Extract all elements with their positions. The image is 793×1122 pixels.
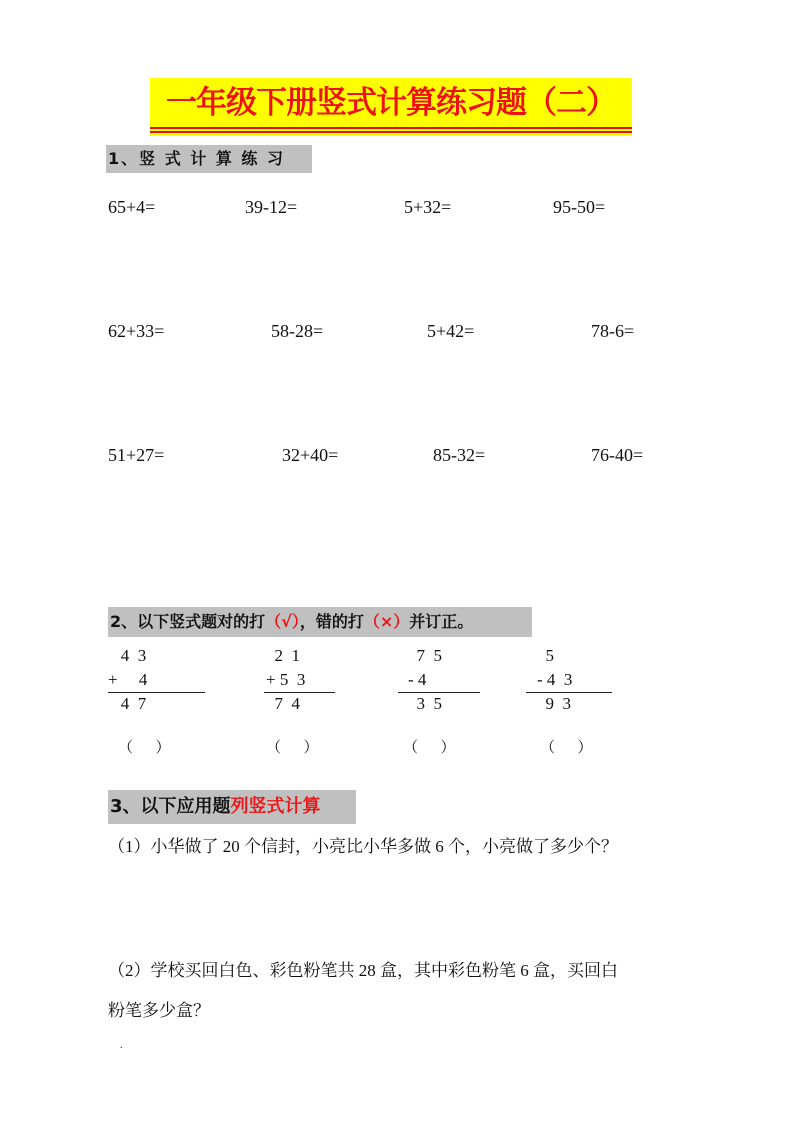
- heading-highlight: 列竖式计算: [230, 796, 321, 817]
- problem: 76-40=: [591, 445, 644, 465]
- problem: 58-28=: [271, 321, 324, 341]
- problem: 32+40=: [282, 445, 339, 465]
- section3-heading: [108, 790, 356, 824]
- title-underline: [150, 131, 632, 133]
- word-problem-2: （2）学校买回白色、彩色粉笔共 28 盒，其中彩色粉笔 6 盒，买回白: [108, 961, 618, 980]
- row: 2 1: [266, 646, 300, 665]
- check-mark: （√）: [265, 612, 300, 631]
- heading-text: ，错的打: [299, 612, 364, 631]
- problem: 95-50=: [553, 197, 606, 217]
- row: - 4: [408, 670, 427, 689]
- heading-text: 3、以下应用题: [110, 796, 231, 817]
- problem: 39-12=: [245, 197, 298, 217]
- row: 7 5: [408, 646, 442, 665]
- word-problem-2-cont: 粉笔多少盒？: [108, 1001, 210, 1020]
- sum-line: [108, 692, 205, 693]
- section1-heading: 1、竖 式 计 算 练 习: [106, 145, 312, 173]
- row: 3 5: [408, 694, 442, 713]
- heading-text: 2、以下竖式题对的打: [110, 612, 266, 631]
- problem: 5+42=: [427, 321, 475, 341]
- problem: 51+27=: [108, 445, 165, 465]
- row: 9 3: [537, 694, 571, 713]
- vertical-problem: [266, 644, 305, 716]
- problem: 78-6=: [591, 321, 635, 341]
- footer-dot: .: [120, 1040, 123, 1051]
- word-problem-1: （1）小华做了 20 个信封，小亮比小华多做 6 个，小亮做了多少个？: [108, 837, 618, 856]
- answer-paren[interactable]: （ ）: [540, 740, 593, 756]
- vertical-problem: [408, 644, 442, 716]
- problem: 85-32=: [433, 445, 486, 465]
- answer-paren[interactable]: （ ）: [266, 740, 319, 756]
- row: 7 4: [266, 694, 300, 713]
- sum-line: [264, 692, 335, 693]
- title-underline: [150, 127, 632, 129]
- sum-line: [398, 692, 480, 693]
- row: + 5 3: [266, 670, 306, 689]
- vertical-problem: [108, 644, 147, 716]
- heading-text: 并订正。: [409, 612, 474, 631]
- row: 5: [537, 646, 554, 665]
- section2-heading: [108, 607, 532, 637]
- problem: 62+33=: [108, 321, 165, 341]
- page-title: 一年级下册竖式计算练习题（二）: [166, 85, 616, 121]
- problem: 65+4=: [108, 197, 156, 217]
- answer-paren[interactable]: （ ）: [403, 740, 456, 756]
- problem: 5+32=: [404, 197, 452, 217]
- cross-mark: （×）: [363, 612, 410, 631]
- row: 4 3: [108, 646, 147, 665]
- row: + 4: [108, 670, 148, 689]
- row: 4 7: [108, 694, 147, 713]
- vertical-problem: [537, 644, 572, 716]
- sum-line: [526, 692, 612, 693]
- row: - 4 3: [537, 670, 573, 689]
- answer-paren[interactable]: （ ）: [118, 740, 171, 756]
